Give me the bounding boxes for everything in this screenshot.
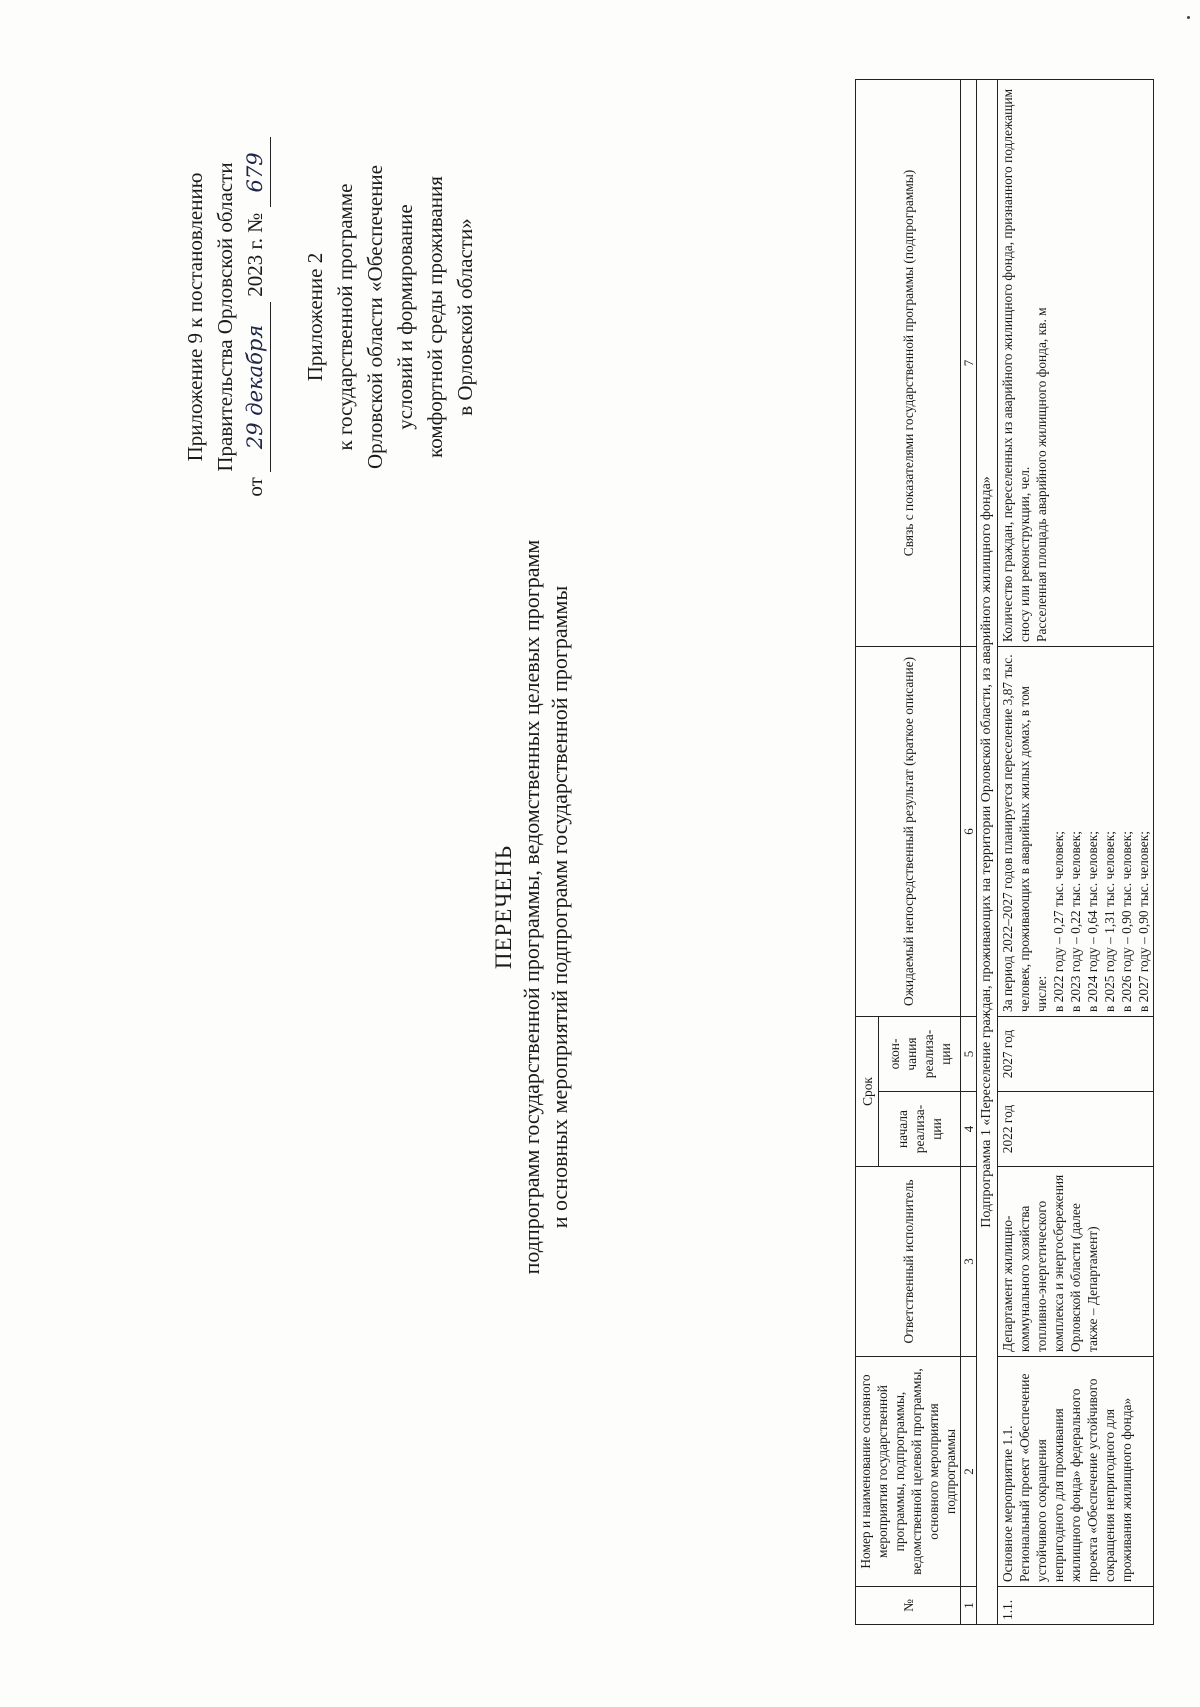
row-link: [998, 79, 1154, 646]
header-result: Ожидаемый непосредственный результат (краткое описание): [856, 646, 961, 1016]
appendix-block: [300, 57, 480, 577]
result-year: в 2025 году – 1,31 тыс. человек;: [1102, 831, 1117, 1012]
approval-line-1: Приложение 9 к постановлению: [183, 172, 207, 462]
column-number-row: [961, 79, 977, 1624]
header-start: начала реализа- ции: [879, 1092, 961, 1167]
programs-table: [855, 79, 1154, 1625]
header-no: №: [856, 1587, 961, 1625]
header-link: Связь с показателями государственной программы (подпрограммы): [856, 79, 961, 646]
row-end: 2027 год: [998, 1016, 1154, 1091]
link-indicator-2: Расселенная площадь аварийного жилищного фонда, кв. м: [1034, 307, 1049, 642]
approval-line-2: Правительства Орловской области: [213, 162, 237, 472]
col-num: 6: [961, 646, 977, 1016]
row-executor: Департамент жилищно-коммунального хозяйства топливно-энергетического комплекса и энергосбережения Орловской области (далее также – Департамент): [998, 1167, 1154, 1357]
header-term: Срок: [856, 1016, 879, 1166]
subprogram-title: Подпрограмма 1 «Переселение граждан, проживающих на территории Орловской области, из аварийного жилищного фонда»: [977, 79, 998, 1624]
result-year: в 2022 году – 0,27 тыс. человек;: [1051, 831, 1066, 1012]
row-no: 1.1.: [998, 1587, 1154, 1625]
approval-block: [180, 57, 271, 577]
document-title: [490, 407, 574, 1407]
col-num: 5: [961, 1016, 977, 1091]
result-year: в 2024 году – 0,64 тыс. человек;: [1085, 831, 1100, 1012]
appendix-line-3: Орловской области «Обеспечение: [363, 165, 387, 470]
approval-year: 2023 г. №: [243, 212, 267, 297]
row-start: 2022 год: [998, 1092, 1154, 1167]
result-intro: За период 2022–2027 годов планируется переселение 3,87 тыс. человек, проживающих в аварийных жилых домах, в том числе:: [1000, 654, 1049, 1012]
appendix-line-1: Приложение 2: [303, 252, 327, 382]
result-year: в 2027 году – 0,90 тыс. человек;: [1136, 831, 1151, 1012]
row-result: [998, 646, 1154, 1016]
col-num: 3: [961, 1167, 977, 1357]
handwritten-date: 29 декабря: [240, 302, 271, 472]
title-line-3: и основных мероприятий подпрограмм государственной программы: [547, 585, 572, 1229]
table-header-row: [856, 79, 879, 1624]
header-end: окон- чания реализа- ции: [879, 1016, 961, 1091]
approval-prefix: от: [243, 477, 267, 497]
row-name: Основное мероприятие 1.1. Региональный проект «Обеспечение устойчивого сокращения непригодного для проживания жилищного фонда» федерального проекта «Обеспечение устойчивого сокращения непригодного для проживания жилищного фонда»: [998, 1357, 1154, 1587]
col-num: 1: [961, 1587, 977, 1625]
title-main: ПЕРЕЧЕНЬ: [491, 844, 516, 970]
result-year: в 2026 году – 0,90 тыс. человек;: [1119, 831, 1134, 1012]
col-num: 7: [961, 79, 977, 646]
table-row: [998, 79, 1154, 1624]
link-indicator-1: Количество граждан, переселенных из аварийного жилищного фонда, признанного подлежащим сносу или реконструкции, чел.: [1000, 88, 1032, 642]
appendix-line-4: условий и формирование: [393, 204, 417, 430]
header-executor: Ответственный исполнитель: [856, 1167, 961, 1357]
approval-date-line: [240, 57, 271, 577]
appendix-line-6: в Орловской области»: [453, 218, 477, 416]
header-name: Номер и наименование основного мероприятия государственной программы, подпрограммы, ведомственной целевой программы, основного мероприятия подпрограммы: [856, 1357, 961, 1587]
col-num: 2: [961, 1357, 977, 1587]
subprogram-row: [977, 79, 998, 1624]
appendix-line-5: комфортной среды проживания: [423, 176, 447, 458]
title-line-2: подпрограмм государственной программы, ведомственных целевых программ: [519, 539, 544, 1275]
scan-speck: [1187, 16, 1190, 19]
col-num: 4: [961, 1092, 977, 1167]
appendix-line-2: к государственной программе: [333, 183, 357, 451]
handwritten-number: 679: [240, 137, 271, 207]
result-year: в 2023 году – 0,22 тыс. человек;: [1068, 831, 1083, 1012]
